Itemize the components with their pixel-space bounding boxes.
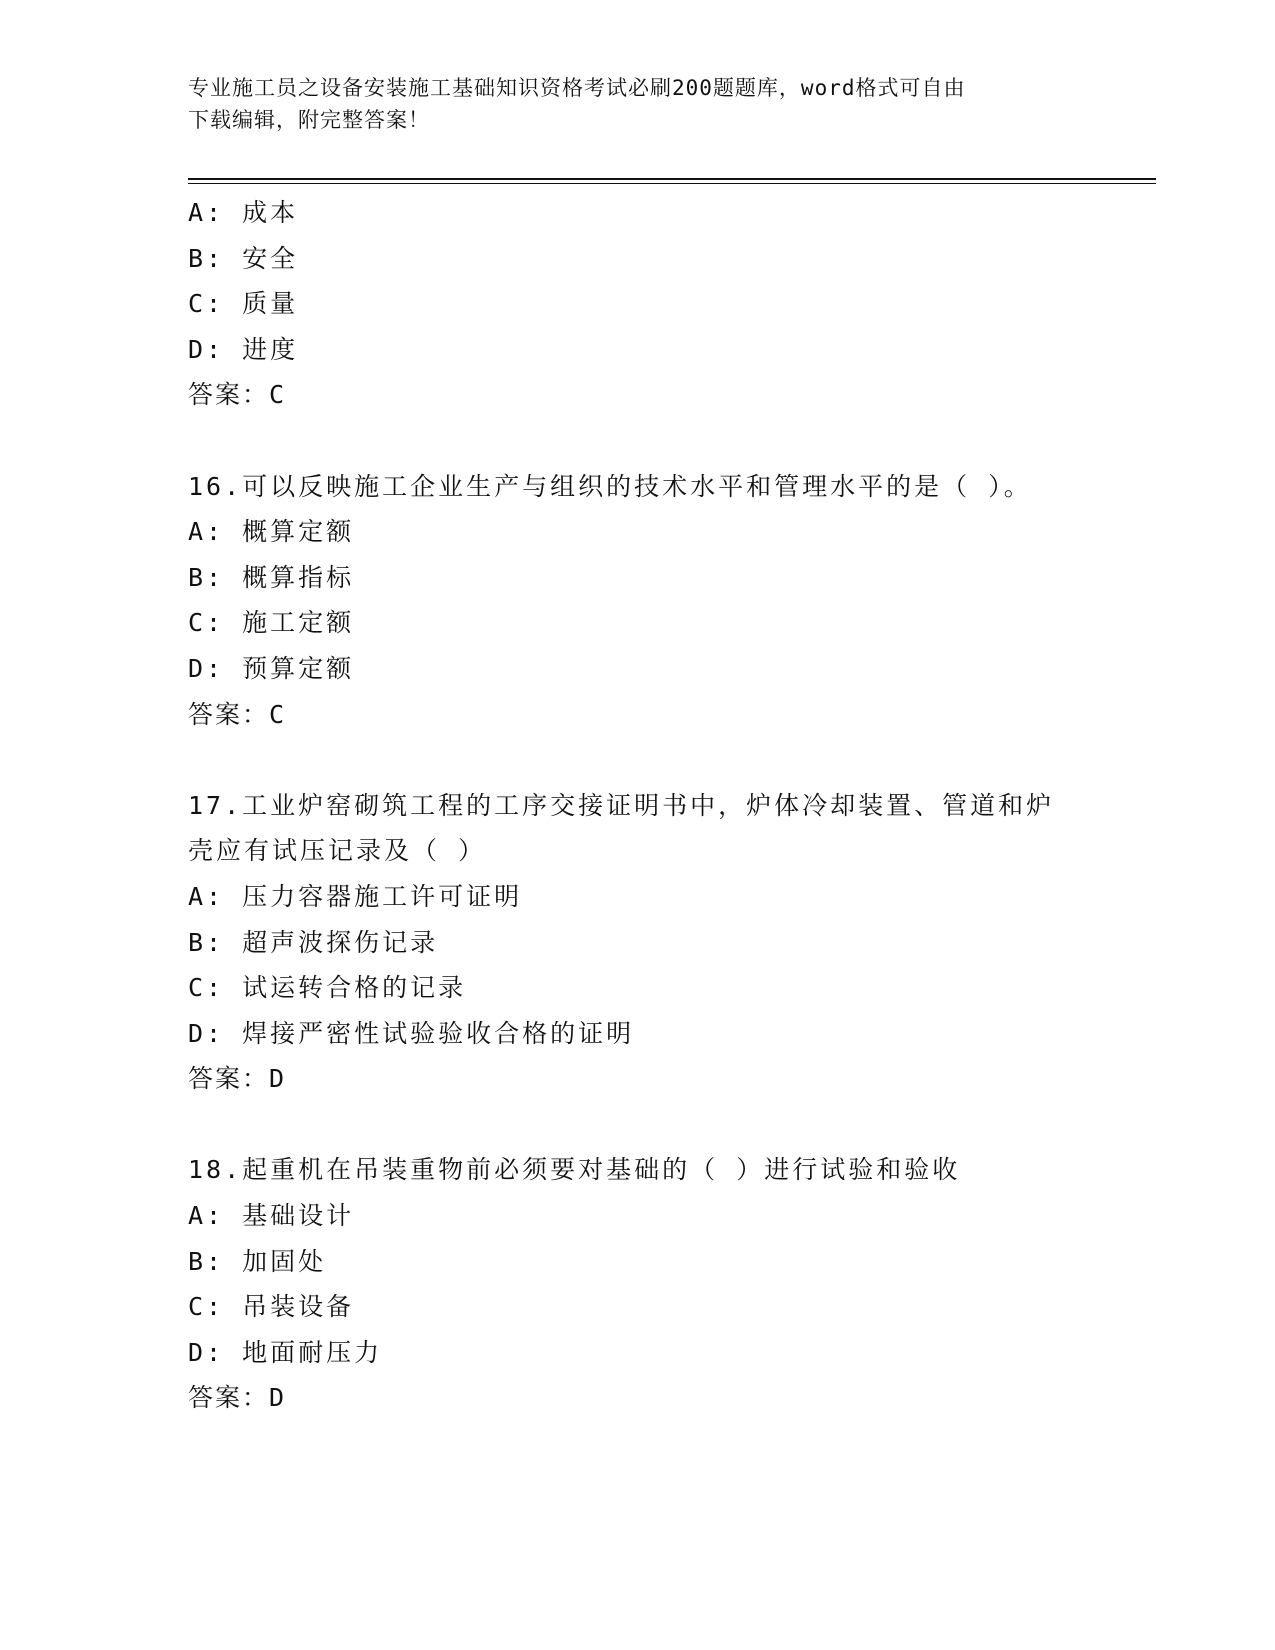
header-divider-thin: [188, 183, 1156, 184]
option-c: C: 吊装设备: [188, 1292, 355, 1322]
question-stem: 16.可以反映施工企业生产与组织的技术水平和管理水平的是（ ）。: [188, 471, 1032, 501]
option-d: D: 地面耐压力: [188, 1337, 383, 1367]
option-d: D: 预算定额: [188, 653, 355, 683]
question-stem-line-2: 壳应有试压记录及（ ）: [188, 836, 487, 866]
option-a: A: 压力容器施工许可证明: [188, 881, 523, 911]
question-list: [188, 190, 1088, 1421]
answer: 答案：C: [188, 699, 287, 729]
question-16: [188, 464, 1088, 738]
document-header: [188, 72, 1068, 136]
answer: 答案：D: [188, 1383, 287, 1413]
option-b: B: 加固处: [188, 1246, 327, 1276]
option-c: C: 质量: [188, 289, 299, 319]
option-c: C: 施工定额: [188, 608, 355, 638]
option-d: D: 焊接严密性试验验收合格的证明: [188, 1018, 635, 1048]
header-line-1: 专业施工员之设备安装施工基础知识资格考试必刷200题题库，word格式可自由: [188, 76, 966, 100]
question-15-continued: [188, 190, 1088, 418]
option-a: A: 基础设计: [188, 1201, 355, 1231]
answer: 答案：D: [188, 1064, 287, 1094]
option-d: D: 进度: [188, 334, 299, 364]
header-divider-thick: [188, 178, 1156, 180]
question-stem: 18.起重机在吊装重物前必须要对基础的（ ）进行试验和验收: [188, 1155, 961, 1185]
option-b: B: 超声波探伤记录: [188, 927, 439, 957]
spacer: [188, 418, 1088, 464]
option-b: B: 概算指标: [188, 562, 355, 592]
option-a: A: 概算定额: [188, 517, 355, 547]
option-c: C: 试运转合格的记录: [188, 973, 467, 1003]
spacer: [188, 737, 1088, 783]
spacer: [188, 1102, 1088, 1148]
header-line-2: 下载编辑，附完整答案！: [188, 108, 430, 132]
option-b: B: 安全: [188, 243, 299, 273]
option-a: A: 成本: [188, 198, 299, 227]
question-18: [188, 1147, 1088, 1421]
answer: 答案：C: [188, 380, 287, 410]
question-17: [188, 783, 1088, 1102]
question-stem-line-1: 17.工业炉窑砌筑工程的工序交接证明书中，炉体冷却装置、管道和炉: [188, 790, 1055, 820]
